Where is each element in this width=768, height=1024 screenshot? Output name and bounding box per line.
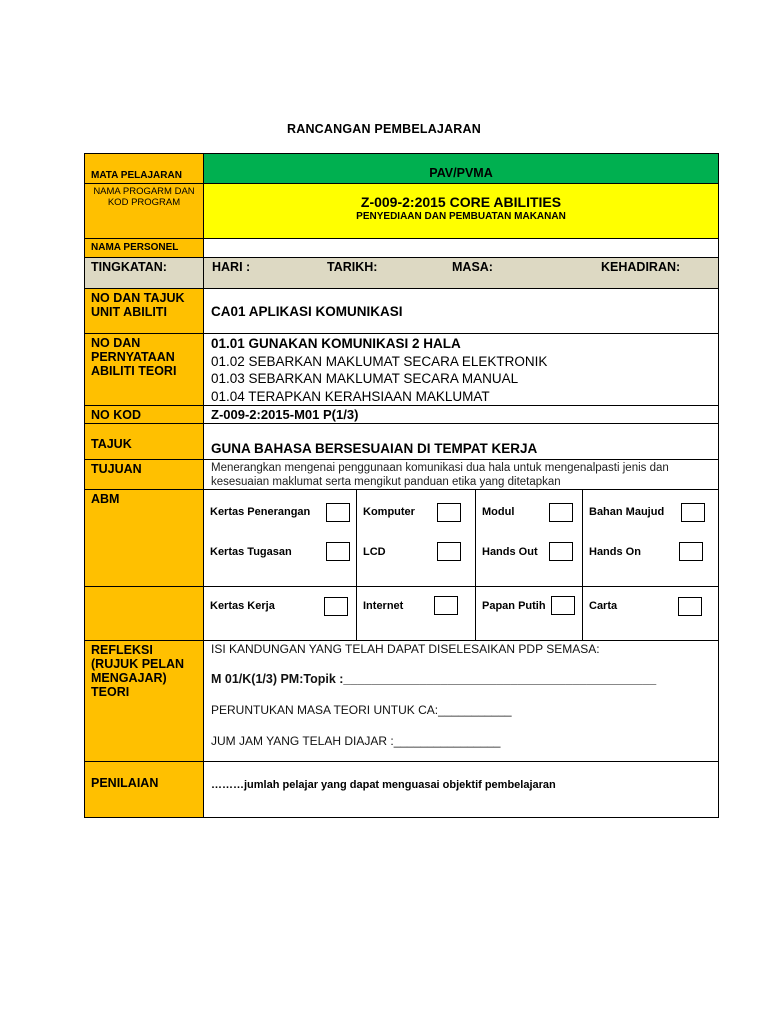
abm-option-label: Bahan Maujud <box>589 506 665 518</box>
abm-option-label: Hands Out <box>482 546 538 558</box>
masa-label: MASA: <box>452 260 493 274</box>
row-tingkatan <box>85 258 719 289</box>
document-title: RANCANGAN PEMBELAJARAN <box>287 122 481 136</box>
program-name: PENYEDIAAN DAN PEMBUATAN MAKANAN <box>356 211 566 222</box>
abm-option-label: Hands On <box>589 546 641 558</box>
abm-option-label: Internet <box>363 600 404 612</box>
abm-col <box>475 587 582 640</box>
abm-option-label: LCD <box>363 546 386 558</box>
abm-checkbox-lcd[interactable] <box>437 542 461 561</box>
abm-option-label: Modul <box>482 506 515 518</box>
value-mata-pelajaran: PAV/PVMA <box>204 154 719 184</box>
label-abm-extra <box>85 587 204 641</box>
value-abiliti <box>204 334 719 406</box>
label-no-kod: NO KOD <box>85 406 204 424</box>
row-abm <box>85 490 719 587</box>
abm-col <box>204 490 356 586</box>
abm-option-label: Kertas Tugasan <box>210 546 292 558</box>
value-tujuan: Menerangkan mengenai penggunaan komunikasi dua hala untuk mengenalpasti jenis dan kesesuaian maklumat serta mengikut panduan etika yang ditetapkan <box>204 460 719 490</box>
label-program: NAMA PROGARM DAN KOD PROGRAM <box>85 184 204 239</box>
abm-checkbox-papan-putih[interactable] <box>551 596 575 615</box>
value-program <box>204 184 719 239</box>
abm-checkbox-internet[interactable] <box>434 596 458 615</box>
row-no-kod <box>85 406 719 424</box>
kehadiran-label: KEHADIRAN: <box>601 260 681 274</box>
row-penilaian <box>85 762 719 818</box>
value-nama-personel <box>204 239 719 258</box>
row-refleksi <box>85 641 719 762</box>
abiliti-item: 01.02 SEBARKAN MAKLUMAT SECARA ELEKTRONIK <box>211 353 548 369</box>
abm-col <box>356 490 475 586</box>
value-unit: CA01 APLIKASI KOMUNIKASI <box>204 289 719 334</box>
value-tingkatan <box>204 258 719 289</box>
row-tujuan <box>85 460 719 490</box>
refleksi-line-peruntukan: PERUNTUKAN MASA TEORI UNTUK CA:___________ <box>211 703 512 717</box>
label-penilaian: PENILAIAN <box>85 762 204 818</box>
abm-option-label: Kertas Penerangan <box>210 506 311 518</box>
value-no-kod: Z-009-2:2015-M01 P(1/3) <box>204 406 719 424</box>
refleksi-line-jum-jam: JUM JAM YANG TELAH DIAJAR :________________ <box>211 734 501 748</box>
row-abiliti <box>85 334 719 406</box>
abm-checkbox-carta[interactable] <box>678 597 702 616</box>
refleksi-line-isi: ISI KANDUNGAN YANG TELAH DAPAT DISELESAIKAN PDP SEMASA: <box>211 642 600 656</box>
program-code: Z-009-2:2015 CORE ABILITIES <box>360 194 562 210</box>
label-mata-pelajaran: MATA PELAJARAN <box>85 154 204 184</box>
abm-option-label: Kertas Kerja <box>210 600 275 612</box>
abm-col <box>582 587 718 640</box>
abm-col <box>582 490 718 586</box>
abm-col <box>204 587 356 640</box>
value-refleksi <box>204 641 719 762</box>
label-tingkatan: TINGKATAN: <box>85 258 204 289</box>
abm-checkbox-komputer[interactable] <box>437 503 461 522</box>
label-refleksi: REFLEKSI (RUJUK PELAN MENGAJAR) TEORI <box>85 641 204 762</box>
abm-col <box>356 587 475 640</box>
value-penilaian: ………jumlah pelajar yang dapat menguasai objektif pembelajaran <box>204 762 719 818</box>
label-abiliti: NO DAN PERNYATAAN ABILITI TEORI <box>85 334 204 406</box>
abm-checkbox-modul[interactable] <box>549 503 573 522</box>
row-mata-pelajaran <box>85 154 719 184</box>
row-unit <box>85 289 719 334</box>
row-abm-extra <box>85 587 719 641</box>
abm-checkbox-hands-out[interactable] <box>549 542 573 561</box>
abm-checkbox-kertas-kerja[interactable] <box>324 597 348 616</box>
value-abm-extra <box>204 587 719 641</box>
row-program <box>85 184 719 239</box>
lesson-plan-table <box>84 153 719 818</box>
abiliti-item: 01.01 GUNAKAN KOMUNIKASI 2 HALA <box>211 336 461 351</box>
abiliti-item: 01.04 TERAPKAN KERAHSIAAN MAKLUMAT <box>211 388 490 404</box>
abm-checkbox-kertas-tugasan[interactable] <box>326 542 350 561</box>
refleksi-line-topik: M 01/K(1/3) PM:Topik :_____________________________________________ <box>211 672 657 686</box>
abm-option-label: Papan Putih <box>482 600 546 612</box>
row-tajuk <box>85 424 719 460</box>
abm-option-label: Komputer <box>363 506 415 518</box>
tarikh-label: TARIKH: <box>327 260 378 274</box>
abm-checkbox-kertas-penerangan[interactable] <box>326 503 350 522</box>
abiliti-item: 01.03 SEBARKAN MAKLUMAT SECARA MANUAL <box>211 371 519 386</box>
hari-label: HARI : <box>212 260 251 274</box>
label-tujuan: TUJUAN <box>85 460 204 490</box>
label-nama-personel: NAMA PERSONEL <box>85 239 204 258</box>
label-tajuk: TAJUK <box>85 424 204 460</box>
value-abm <box>204 490 719 587</box>
abm-checkbox-bahan-maujud[interactable] <box>681 503 705 522</box>
abm-checkbox-hands-on[interactable] <box>679 542 703 561</box>
label-abm: ABM <box>85 490 204 587</box>
abm-col <box>475 490 582 586</box>
label-unit: NO DAN TAJUK UNIT ABILITI <box>85 289 204 334</box>
row-nama-personel <box>85 239 719 258</box>
abm-option-label: Carta <box>589 600 618 612</box>
value-tajuk: GUNA BAHASA BERSESUAIAN DI TEMPAT KERJA <box>204 424 719 460</box>
